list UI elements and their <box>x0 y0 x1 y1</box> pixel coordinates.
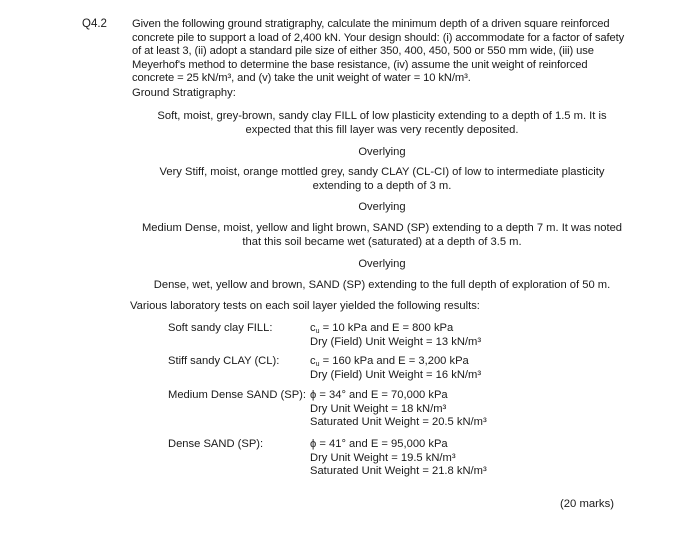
question-text <box>132 18 625 86</box>
property-line: Saturated Unit Weight = 21.8 kN/m³ <box>310 465 487 478</box>
layer-line: that this soil became wet (saturated) at a depth of 3.5 m. <box>242 235 522 248</box>
property-line: Dry Unit Weight = 18 kN/m³ <box>310 402 447 415</box>
layer-line: Medium Dense, moist, yellow and light brown, SAND (SP) extending to a depth 7 m. It was noted <box>141 222 623 234</box>
property-line: Dry (Field) Unit Weight = 16 kN/m³ <box>310 368 482 381</box>
layer-line: Very Stiff, moist, orange mottled grey, sandy CLAY (CL-CI) of low to intermediate plasticity <box>159 166 605 178</box>
question-line: concrete = 25 kN/m³, and (v) take the unit weight of water = 10 kN/m³. <box>132 72 471 85</box>
question-number: Q4.2 <box>82 18 107 30</box>
question-line: of at least 3, (ii) adopt a standard pile size of either 350, 400, 450, 500 or 550 mm wide, (iii) use <box>132 45 594 58</box>
property-line: Dry Unit Weight = 19.5 kN/m³ <box>310 451 456 464</box>
soil-name: Dense SAND (SP): <box>168 438 264 450</box>
property-value: = 41° and E = 95,000 kPa <box>319 438 448 450</box>
layer-line: extending to a depth of 3 m. <box>312 179 452 192</box>
property-line: Saturated Unit Weight = 20.5 kN/m³ <box>310 416 487 429</box>
soil-name: Medium Dense SAND (SP): <box>168 389 307 401</box>
property-value: = 160 kPa and E = 3,200 kPa <box>322 355 469 367</box>
property-line <box>310 389 487 403</box>
overlying-label: Overlying <box>358 146 406 158</box>
layer-3-description <box>132 222 632 249</box>
overlying-label: Overlying <box>358 201 406 213</box>
property-line: $c_u = 10$ kPa and E = 800 kPa <box>310 322 454 335</box>
phi-symbol-icon: ϕ <box>310 438 317 450</box>
soil-properties <box>310 355 481 382</box>
layer-4-description <box>132 279 632 293</box>
soil-name: Stiff sandy CLAY (CL): <box>168 355 280 367</box>
property-line: $c_u = 160$ kPa and E = 3,200 kPa <box>310 355 469 368</box>
question-line: Given the following ground stratigraphy, calculate the minimum depth of a driven square reinforced <box>132 18 610 30</box>
property-value: = 10 kPa and E = 800 kPa <box>322 322 454 334</box>
property-line <box>310 438 487 452</box>
lab-results-intro: Various laboratory tests on each soil layer yielded the following results: <box>130 300 480 312</box>
soil-properties <box>310 322 481 349</box>
layer-line: Dense, wet, yellow and brown, SAND (SP) extending to the full depth of exploration of 50 m. <box>153 279 611 291</box>
overlying-label: Overlying <box>358 258 406 270</box>
question-line: Meyerhof's method to determine the base resistance, (iv) assume the unit weight of reinforced <box>132 58 588 71</box>
layer-2-description <box>132 166 632 193</box>
soil-properties <box>310 438 487 479</box>
question-line: concrete pile to support a load of 2,400 kN. Your design should: (i) accommodate for a factor of safety <box>132 31 625 44</box>
property-value: = 34° and E = 70,000 kPa <box>319 389 448 401</box>
soil-name: Soft sandy clay FILL: <box>168 322 273 334</box>
marks-label: (20 marks) <box>560 498 614 510</box>
property-line: Dry (Field) Unit Weight = 13 kN/m³ <box>310 335 482 348</box>
phi-symbol-icon: ϕ <box>310 389 317 401</box>
stratigraphy-heading: Ground Stratigraphy: <box>132 87 236 99</box>
layer-line: Soft, moist, grey-brown, sandy clay FILL of low plasticity extending to a depth of 1.5 m. It is <box>157 110 607 122</box>
layer-1-description <box>132 110 632 137</box>
layer-line: expected that this fill layer was very recently deposited. <box>245 123 519 136</box>
soil-properties <box>310 389 487 430</box>
